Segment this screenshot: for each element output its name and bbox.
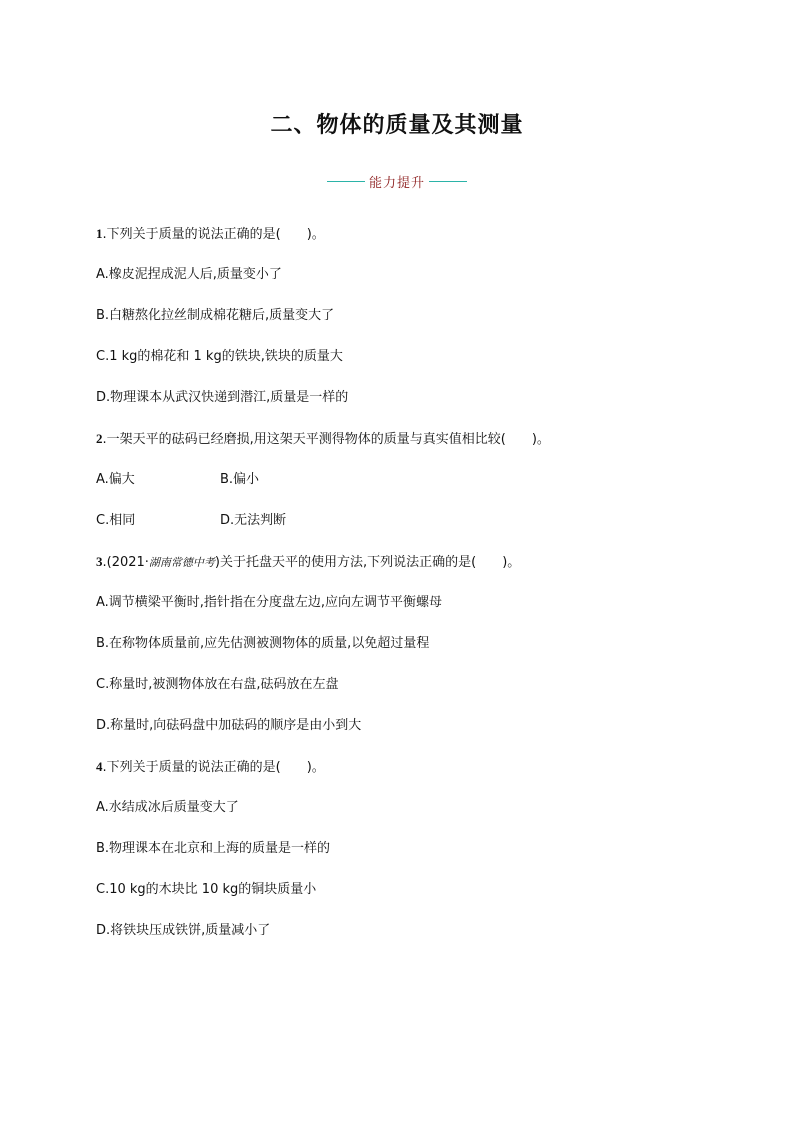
question-source: 湖南常德中考 <box>148 556 215 569</box>
option-d: D.物理课本从武汉快递到潜江,质量是一样的 <box>96 390 349 405</box>
question-text: .下列关于质量的说法正确的是( )。 <box>102 760 325 775</box>
question-stem <box>96 224 716 244</box>
section-header <box>0 172 794 191</box>
option-b: B.在称物体质量前,应先估测被测物体的质量,以免超过量程 <box>96 636 430 651</box>
option-row <box>96 511 716 531</box>
option-c: C.10 kg的木块比 10 kg的铜块质量小 <box>96 882 317 897</box>
option-row <box>96 470 716 490</box>
question-stem <box>96 757 716 777</box>
option-c: C.相同 <box>96 513 136 528</box>
question-number: 1 <box>96 226 103 241</box>
option-b: B.偏小 <box>220 472 260 487</box>
option-d: D.无法判断 <box>220 513 287 528</box>
option-b: B.物理课本在北京和上海的质量是一样的 <box>96 841 331 856</box>
question-number: 2 <box>96 431 103 446</box>
question-list <box>96 224 716 962</box>
question-number: 3 <box>96 554 103 569</box>
question-text-suffix: )关于托盘天平的使用方法,下列说法正确的是( )。 <box>214 555 521 570</box>
question-stem <box>96 552 716 572</box>
option-a: A.水结成冰后质量变大了 <box>96 800 239 815</box>
section-label: 能力提升 <box>368 176 425 191</box>
page-title: 二、物体的质量及其测量 <box>270 113 524 138</box>
option-c: C.称量时,被测物体放在右盘,砝码放在左盘 <box>96 677 339 692</box>
question-text: .一架天平的砝码已经磨损,用这架天平测得物体的质量与真实值相比较( )。 <box>102 432 550 447</box>
option-a: A.橡皮泥捏成泥人后,质量变小了 <box>96 267 282 282</box>
option-c: C.1 kg的棉花和 1 kg的铁块,铁块的质量大 <box>96 349 343 364</box>
option-d: D.称量时,向砝码盘中加砝码的顺序是由小到大 <box>96 718 362 733</box>
question-number: 4 <box>96 759 103 774</box>
option-a: A.调节横梁平衡时,指针指在分度盘左边,应向左调节平衡螺母 <box>96 595 443 610</box>
option-a: A.偏大 <box>96 472 135 487</box>
option-d: D.将铁块压成铁饼,质量减小了 <box>96 923 271 938</box>
section-rule-right <box>429 181 467 182</box>
question-stem <box>96 429 716 449</box>
option-b: B.白糖熬化拉丝制成棉花糖后,质量变大了 <box>96 308 335 323</box>
question-text-prefix: .(2021· <box>102 555 149 570</box>
section-rule-left <box>327 181 365 182</box>
question-text: .下列关于质量的说法正确的是( )。 <box>102 227 325 242</box>
